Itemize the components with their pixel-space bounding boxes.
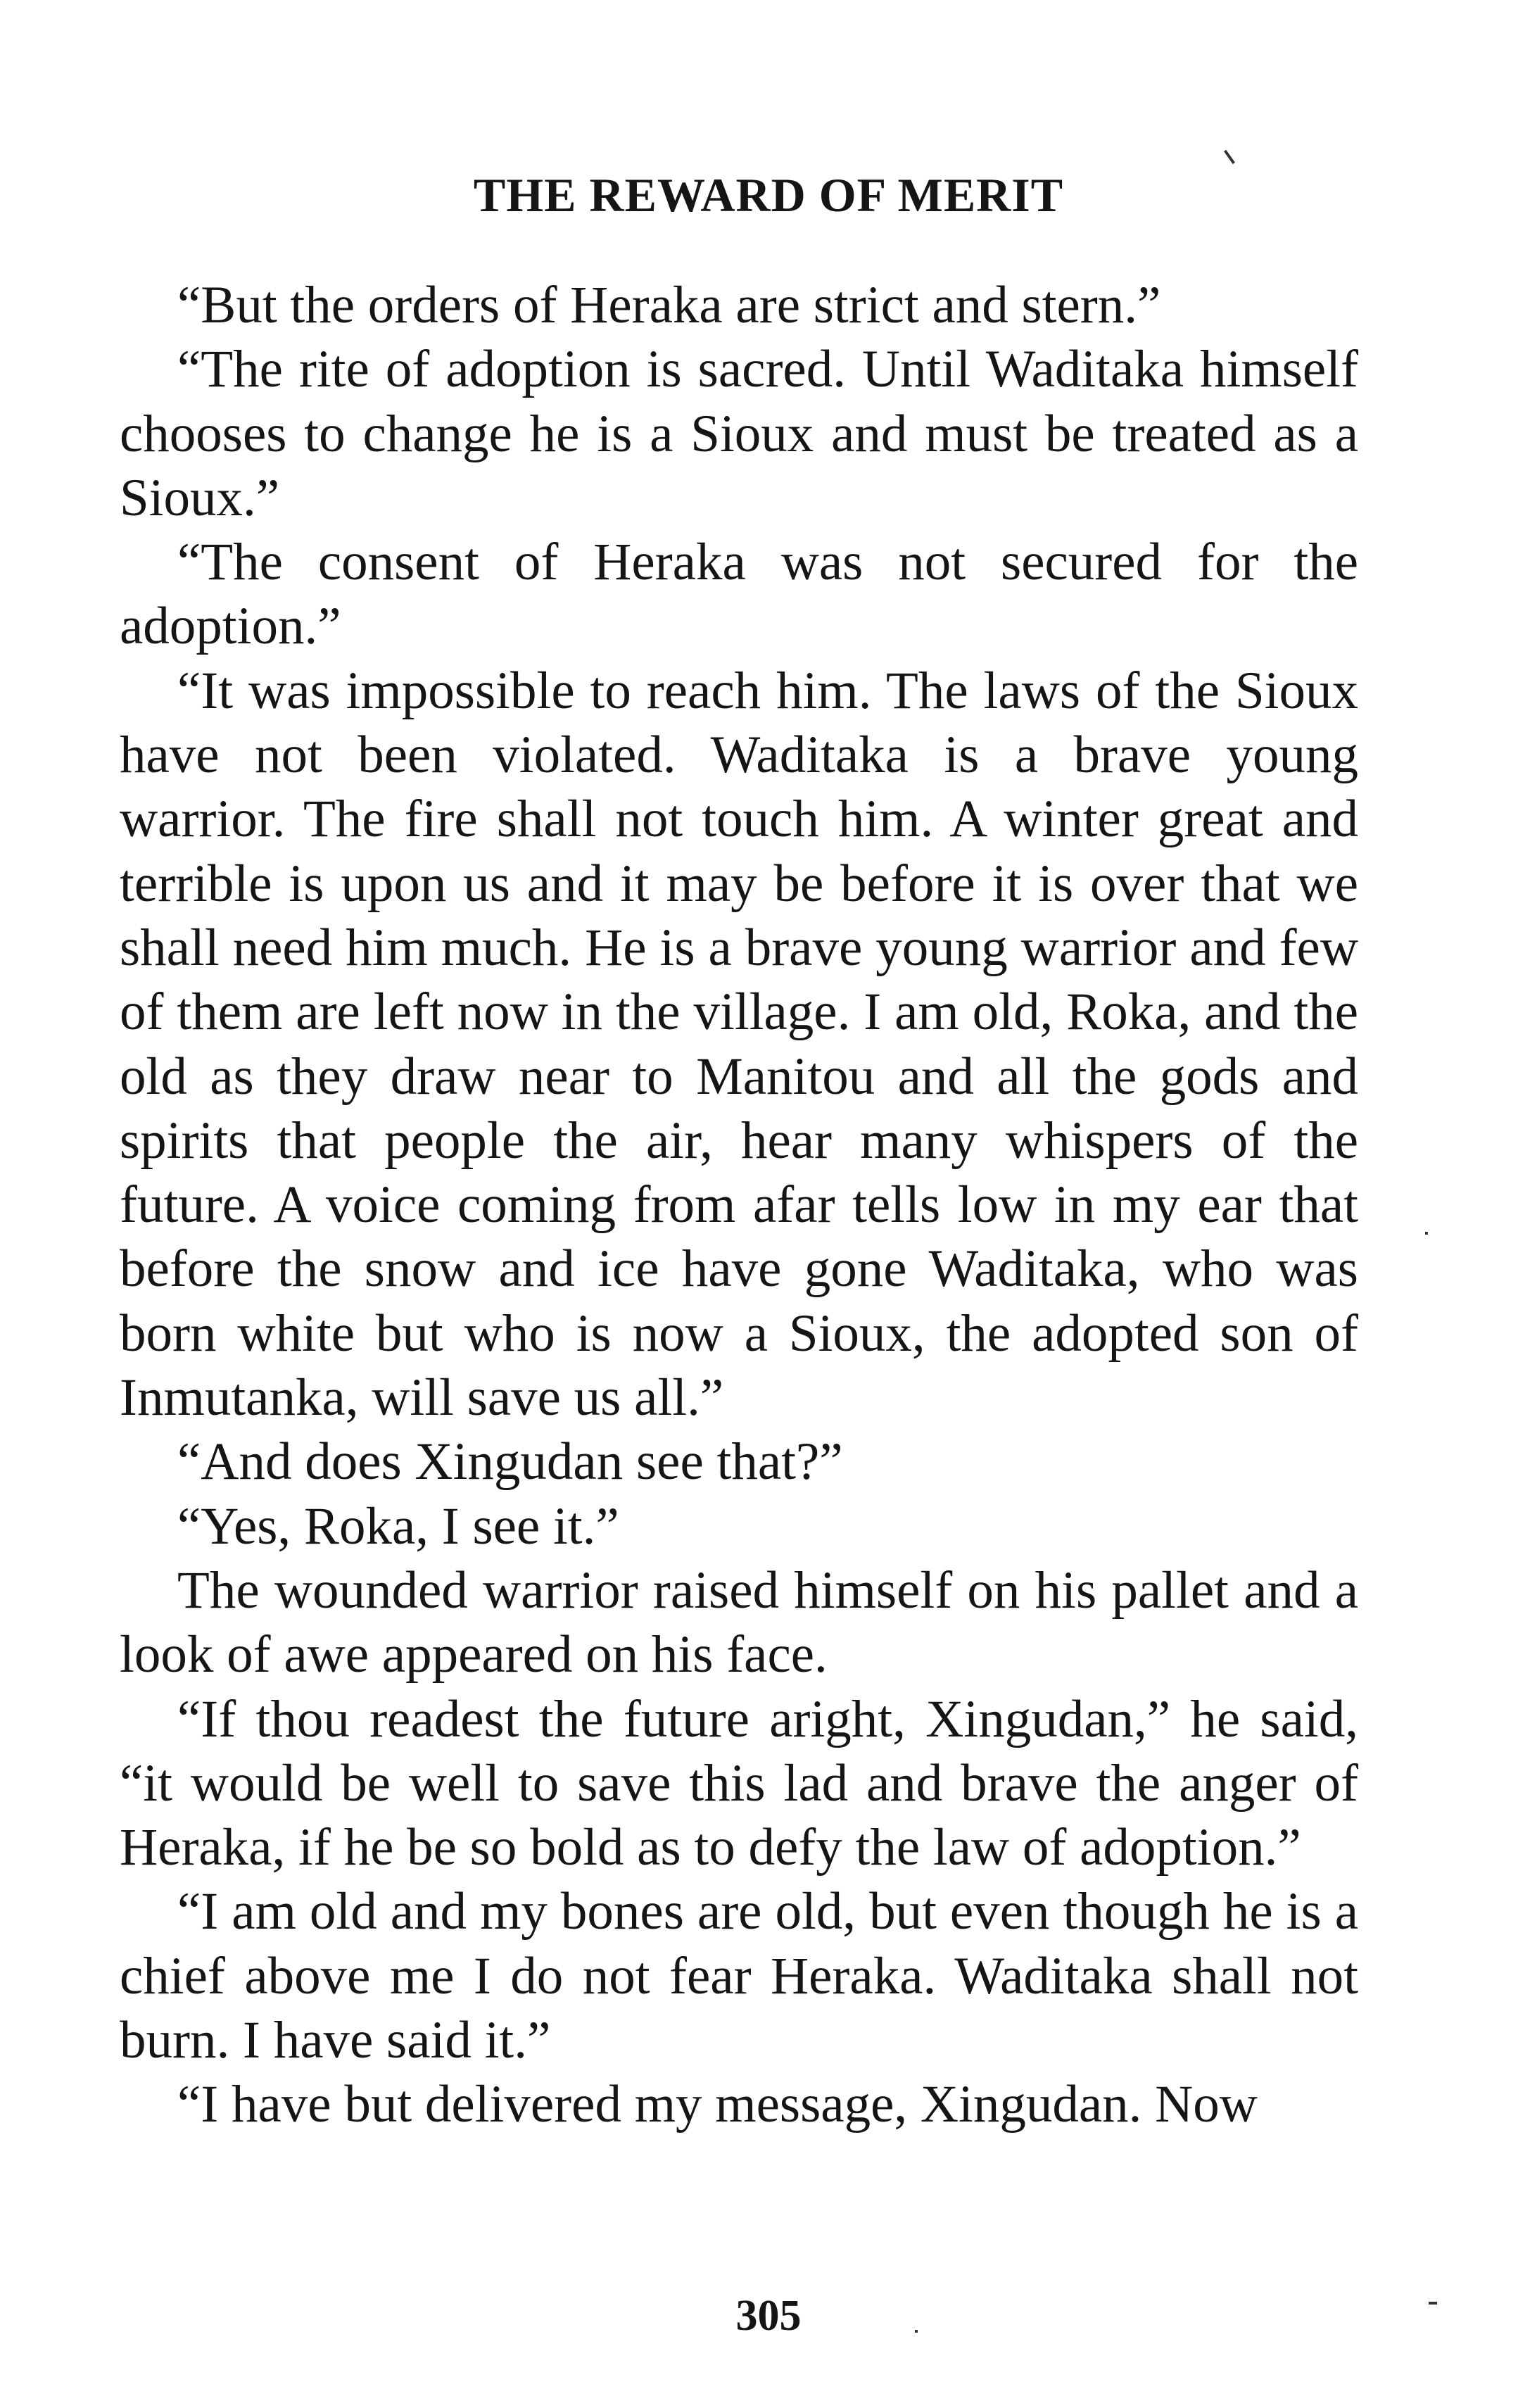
- paragraph: “And does Xingudan see that?”: [177, 1432, 843, 1492]
- paragraph: “I am old and my bones are old, but even though he is a chief above me I do not fear Heraka. Waditaka shall not burn. I have said it.”: [120, 1882, 1358, 2070]
- paragraph: “The rite of adoption is sacred. Until Waditaka himself chooses to change he is a Sioux and must be treated as a Sioux.”: [120, 340, 1358, 527]
- paragraph: The wounded warrior raised himself on his pallet and a look of awe appeared on his face.: [120, 1561, 1358, 1684]
- running-head: THE REWARD OF MERIT: [473, 168, 1064, 222]
- scan-speck: [1429, 2302, 1437, 2305]
- body-text: [120, 273, 1358, 2137]
- paragraph: “It was impossible to reach him. The laws of the Sioux have not been violated. Waditaka is a brave young warrior. The fire shall not touch him. A winter great and terrible is upon us and it may be before it is over that we shall need him much. He is a brave young warrior and few of them are left now in the village. I am old, Roka, and the old as they draw near to Manitou and all the gods and spirits that people the air, hear many whispers of the future. A voice coming from afar tells low in my ear that before the snow and ice have gone Waditaka, who was born white but who is now a Sioux, the adopted son of Inmutanka, will save us all.”: [120, 661, 1358, 1427]
- page-number: 305: [735, 2292, 802, 2340]
- paragraph: “If thou readest the future aright, Xingudan,” he said, “it would be well to save this lad and brave the anger of Heraka, if he be so bold as to defy the law of adoption.”: [120, 1689, 1358, 1877]
- scan-speck: [915, 2330, 918, 2333]
- paragraph: “But the orders of Heraka are strict and stern.”: [177, 276, 1161, 334]
- paragraph: “The consent of Heraka was not secured for the adoption.”: [120, 533, 1358, 656]
- scan-speck: [1224, 150, 1235, 164]
- paragraph: “I have but delivered my message, Xingudan. Now: [177, 2075, 1258, 2134]
- scan-speck: [1425, 1232, 1428, 1235]
- paragraph: “Yes, Roka, I see it.”: [177, 1496, 619, 1556]
